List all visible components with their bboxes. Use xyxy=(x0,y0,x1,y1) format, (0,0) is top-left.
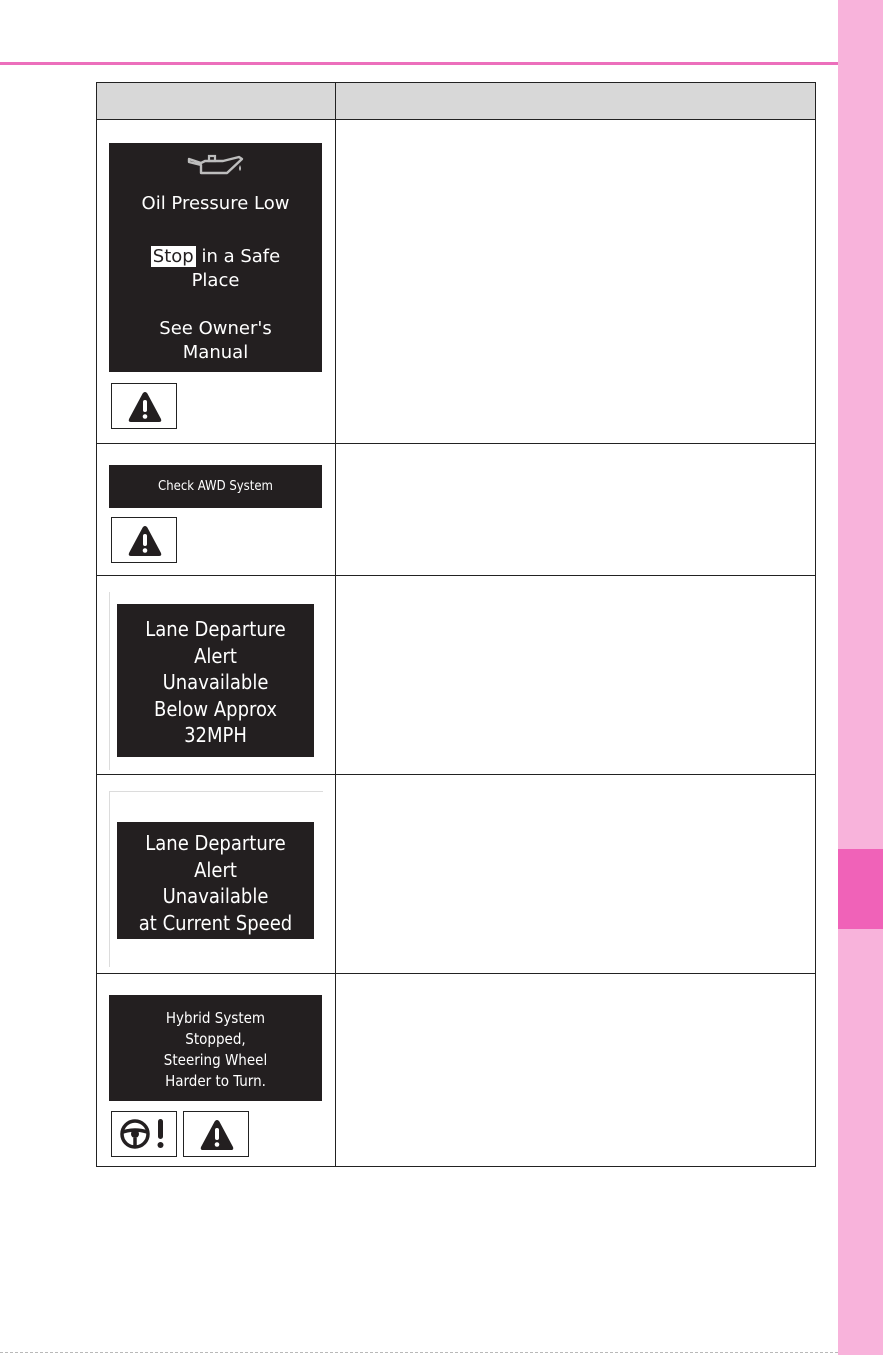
message-image-cell xyxy=(97,974,336,1167)
table-row xyxy=(97,444,816,576)
display-screen-awd: Check AWD System xyxy=(109,465,322,508)
warning-icon-box xyxy=(183,1111,249,1157)
see-owners-text: See Owner's xyxy=(159,318,272,339)
lda-line: Unavailable xyxy=(162,884,269,908)
warning-triangle-icon xyxy=(127,390,163,424)
warning-triangle-icon xyxy=(127,524,163,558)
lda-line: 32MPH xyxy=(184,723,247,747)
message-description-cell xyxy=(336,974,816,1167)
message-image-cell xyxy=(97,775,336,974)
header-cell-details xyxy=(336,83,816,120)
steering-icon-box xyxy=(111,1111,177,1157)
table-row xyxy=(97,775,816,974)
oil-can-icon xyxy=(187,153,245,179)
hybrid-line: Steering Wheel xyxy=(163,1051,268,1069)
image-frame-line xyxy=(109,791,323,792)
image-frame-line xyxy=(109,592,110,770)
footer-rule xyxy=(0,1352,838,1353)
stop-safe-line xyxy=(109,245,322,269)
header-rule xyxy=(0,62,838,65)
lda-line: Unavailable xyxy=(162,670,269,694)
message-description-cell xyxy=(336,444,816,576)
lda-line: Alert xyxy=(194,643,237,668)
side-tab xyxy=(838,0,883,1355)
display-screen-oil-pressure xyxy=(109,143,322,372)
hybrid-line: Hybrid System xyxy=(165,1009,266,1027)
display-screen-lda-32mph xyxy=(117,604,314,757)
table-row xyxy=(97,974,816,1167)
display-screen-lda-current-speed xyxy=(117,822,314,939)
table-header-row xyxy=(97,83,816,120)
hybrid-line: Stopped, xyxy=(185,1030,246,1048)
in-a-safe-text: in a Safe xyxy=(195,246,281,267)
manual-text: Manual xyxy=(182,342,249,363)
message-image-cell xyxy=(97,120,336,444)
warning-triangle-icon xyxy=(199,1118,235,1152)
image-frame-line xyxy=(109,791,110,967)
message-image-cell xyxy=(97,444,336,576)
message-description-cell xyxy=(336,120,816,444)
warning-icon-box xyxy=(111,517,177,563)
lda-line: at Current Speed xyxy=(138,910,293,935)
steering-warning-icon xyxy=(118,1116,170,1152)
message-description-cell xyxy=(336,576,816,775)
display-screen-hybrid-stopped xyxy=(109,995,322,1101)
header-cell-message xyxy=(97,83,336,120)
lda-line: Below Approx xyxy=(154,696,277,721)
warning-icon-box xyxy=(111,383,177,429)
table-row xyxy=(97,120,816,444)
lda-line: Alert xyxy=(194,857,237,882)
side-tab-marker xyxy=(838,849,883,929)
message-image-cell xyxy=(97,576,336,775)
stop-highlight: Stop xyxy=(152,246,194,267)
message-description-cell xyxy=(336,775,816,974)
lda-line: Lane Departure xyxy=(145,617,286,641)
table-row xyxy=(97,576,816,775)
warning-message-table xyxy=(96,82,816,1167)
hybrid-line: Harder to Turn. xyxy=(165,1072,266,1090)
lda-line: Lane Departure xyxy=(145,831,286,855)
place-text: Place xyxy=(191,270,240,291)
oil-pressure-low-text: Oil Pressure Low xyxy=(141,193,290,214)
